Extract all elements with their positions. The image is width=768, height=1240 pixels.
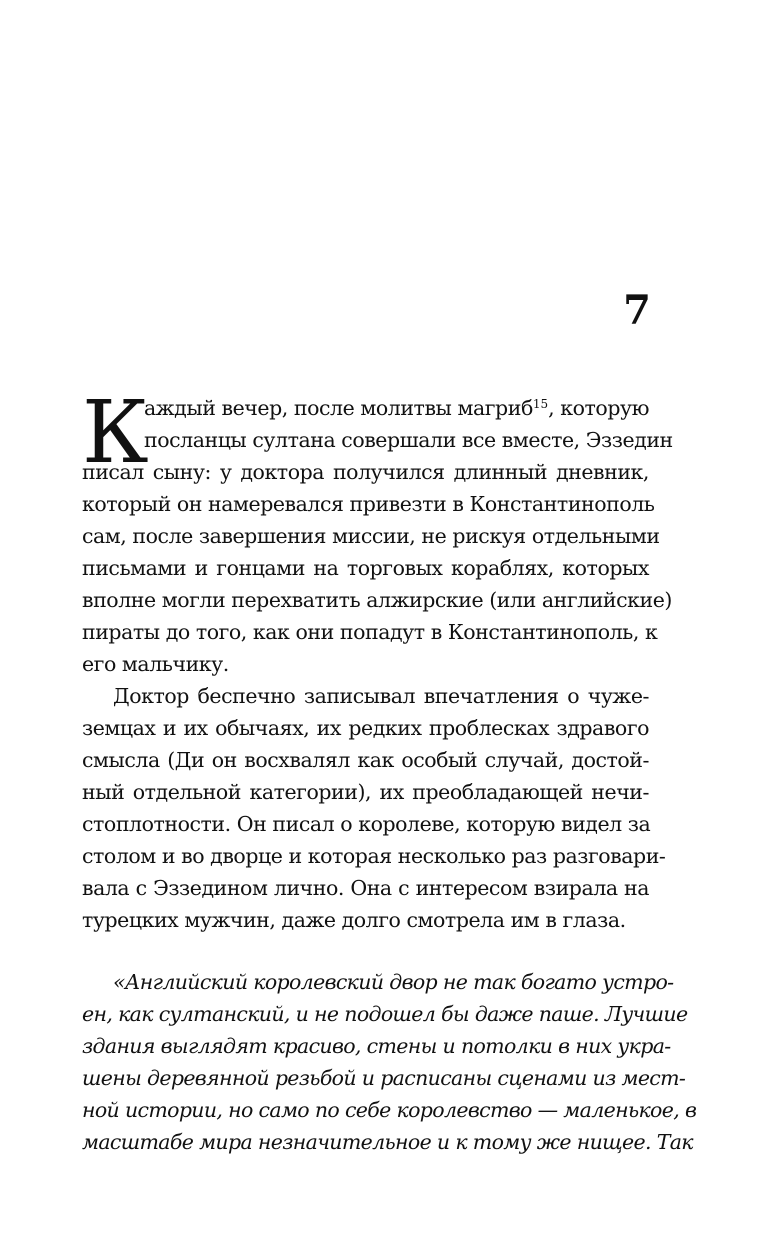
paragraph-1-line-6: письмами и гонцами на торговых кораблях, которых <box>82 556 649 580</box>
paragraph-2-line-4: ный отдельной категории), их преобладающей нечи- <box>82 780 649 804</box>
paragraph-1-line-9: его мальчику. <box>82 652 229 676</box>
quote-line-2: ен, как султанский, и не подошел бы даже паше. Лучшие <box>82 1002 688 1026</box>
paragraph-2-line-5: стоплотности. Он писал о королеве, которую видел за <box>82 812 651 836</box>
paragraph-1-line-1-text: аждый вечер, после молитвы магриб <box>144 396 533 420</box>
paragraph-1-line-1-after: , которую <box>548 396 649 420</box>
paragraph-1-line-4: который он намеревался привезти в Константинополь <box>82 492 655 516</box>
paragraph-1-line-2: посланцы султана совершали все вместе, Эззедин <box>144 428 673 452</box>
quote-line-5: ной истории, но само по себе королевство — маленькое, в <box>82 1098 697 1122</box>
paragraph-1-line-3: писал сыну: у доктора получился длинный дневник, <box>82 460 649 484</box>
chapter-number: 7 <box>623 287 651 334</box>
quote-line-3: здания выглядят красиво, стены и потолки в них укра- <box>82 1034 671 1058</box>
paragraph-1-line-8: пираты до того, как они попадут в Константинополь, к <box>82 620 658 644</box>
paragraph-1-line-7: вполне могли перехватить алжирские (или английские) <box>82 588 672 612</box>
quote-line-6: масштабе мира незначительное и к тому же нищее. Так <box>82 1130 693 1154</box>
paragraph-2-line-8: турецких мужчин, даже долго смотрела им в глаза. <box>82 908 626 932</box>
quote-line-4: шены деревянной резьбой и расписаны сценами из мест- <box>82 1066 686 1090</box>
paragraph-1-line-1 <box>144 392 649 424</box>
footnote-reference-15[interactable]: 15 <box>532 397 549 411</box>
paragraph-2-line-2: земцах и их обычаях, их редких проблесках здравого <box>82 716 649 740</box>
paragraph-1-line-5: сам, после завершения миссии, не рискуя отдельными <box>82 524 660 548</box>
paragraph-2-line-6: столом и во дворце и которая несколько раз разговари- <box>82 844 666 868</box>
drop-cap: К <box>82 383 149 483</box>
paragraph-2-line-3: смысла (Ди он восхвалял как особый случай, достой- <box>82 748 649 772</box>
quote-line-1: «Английский королевский двор не так богато устро- <box>113 970 674 994</box>
paragraph-2-line-7: вала с Эззедином лично. Она с интересом взирала на <box>82 876 649 900</box>
paragraph-2-line-1: Доктор беспечно записывал впечатления о чуже- <box>113 684 649 708</box>
